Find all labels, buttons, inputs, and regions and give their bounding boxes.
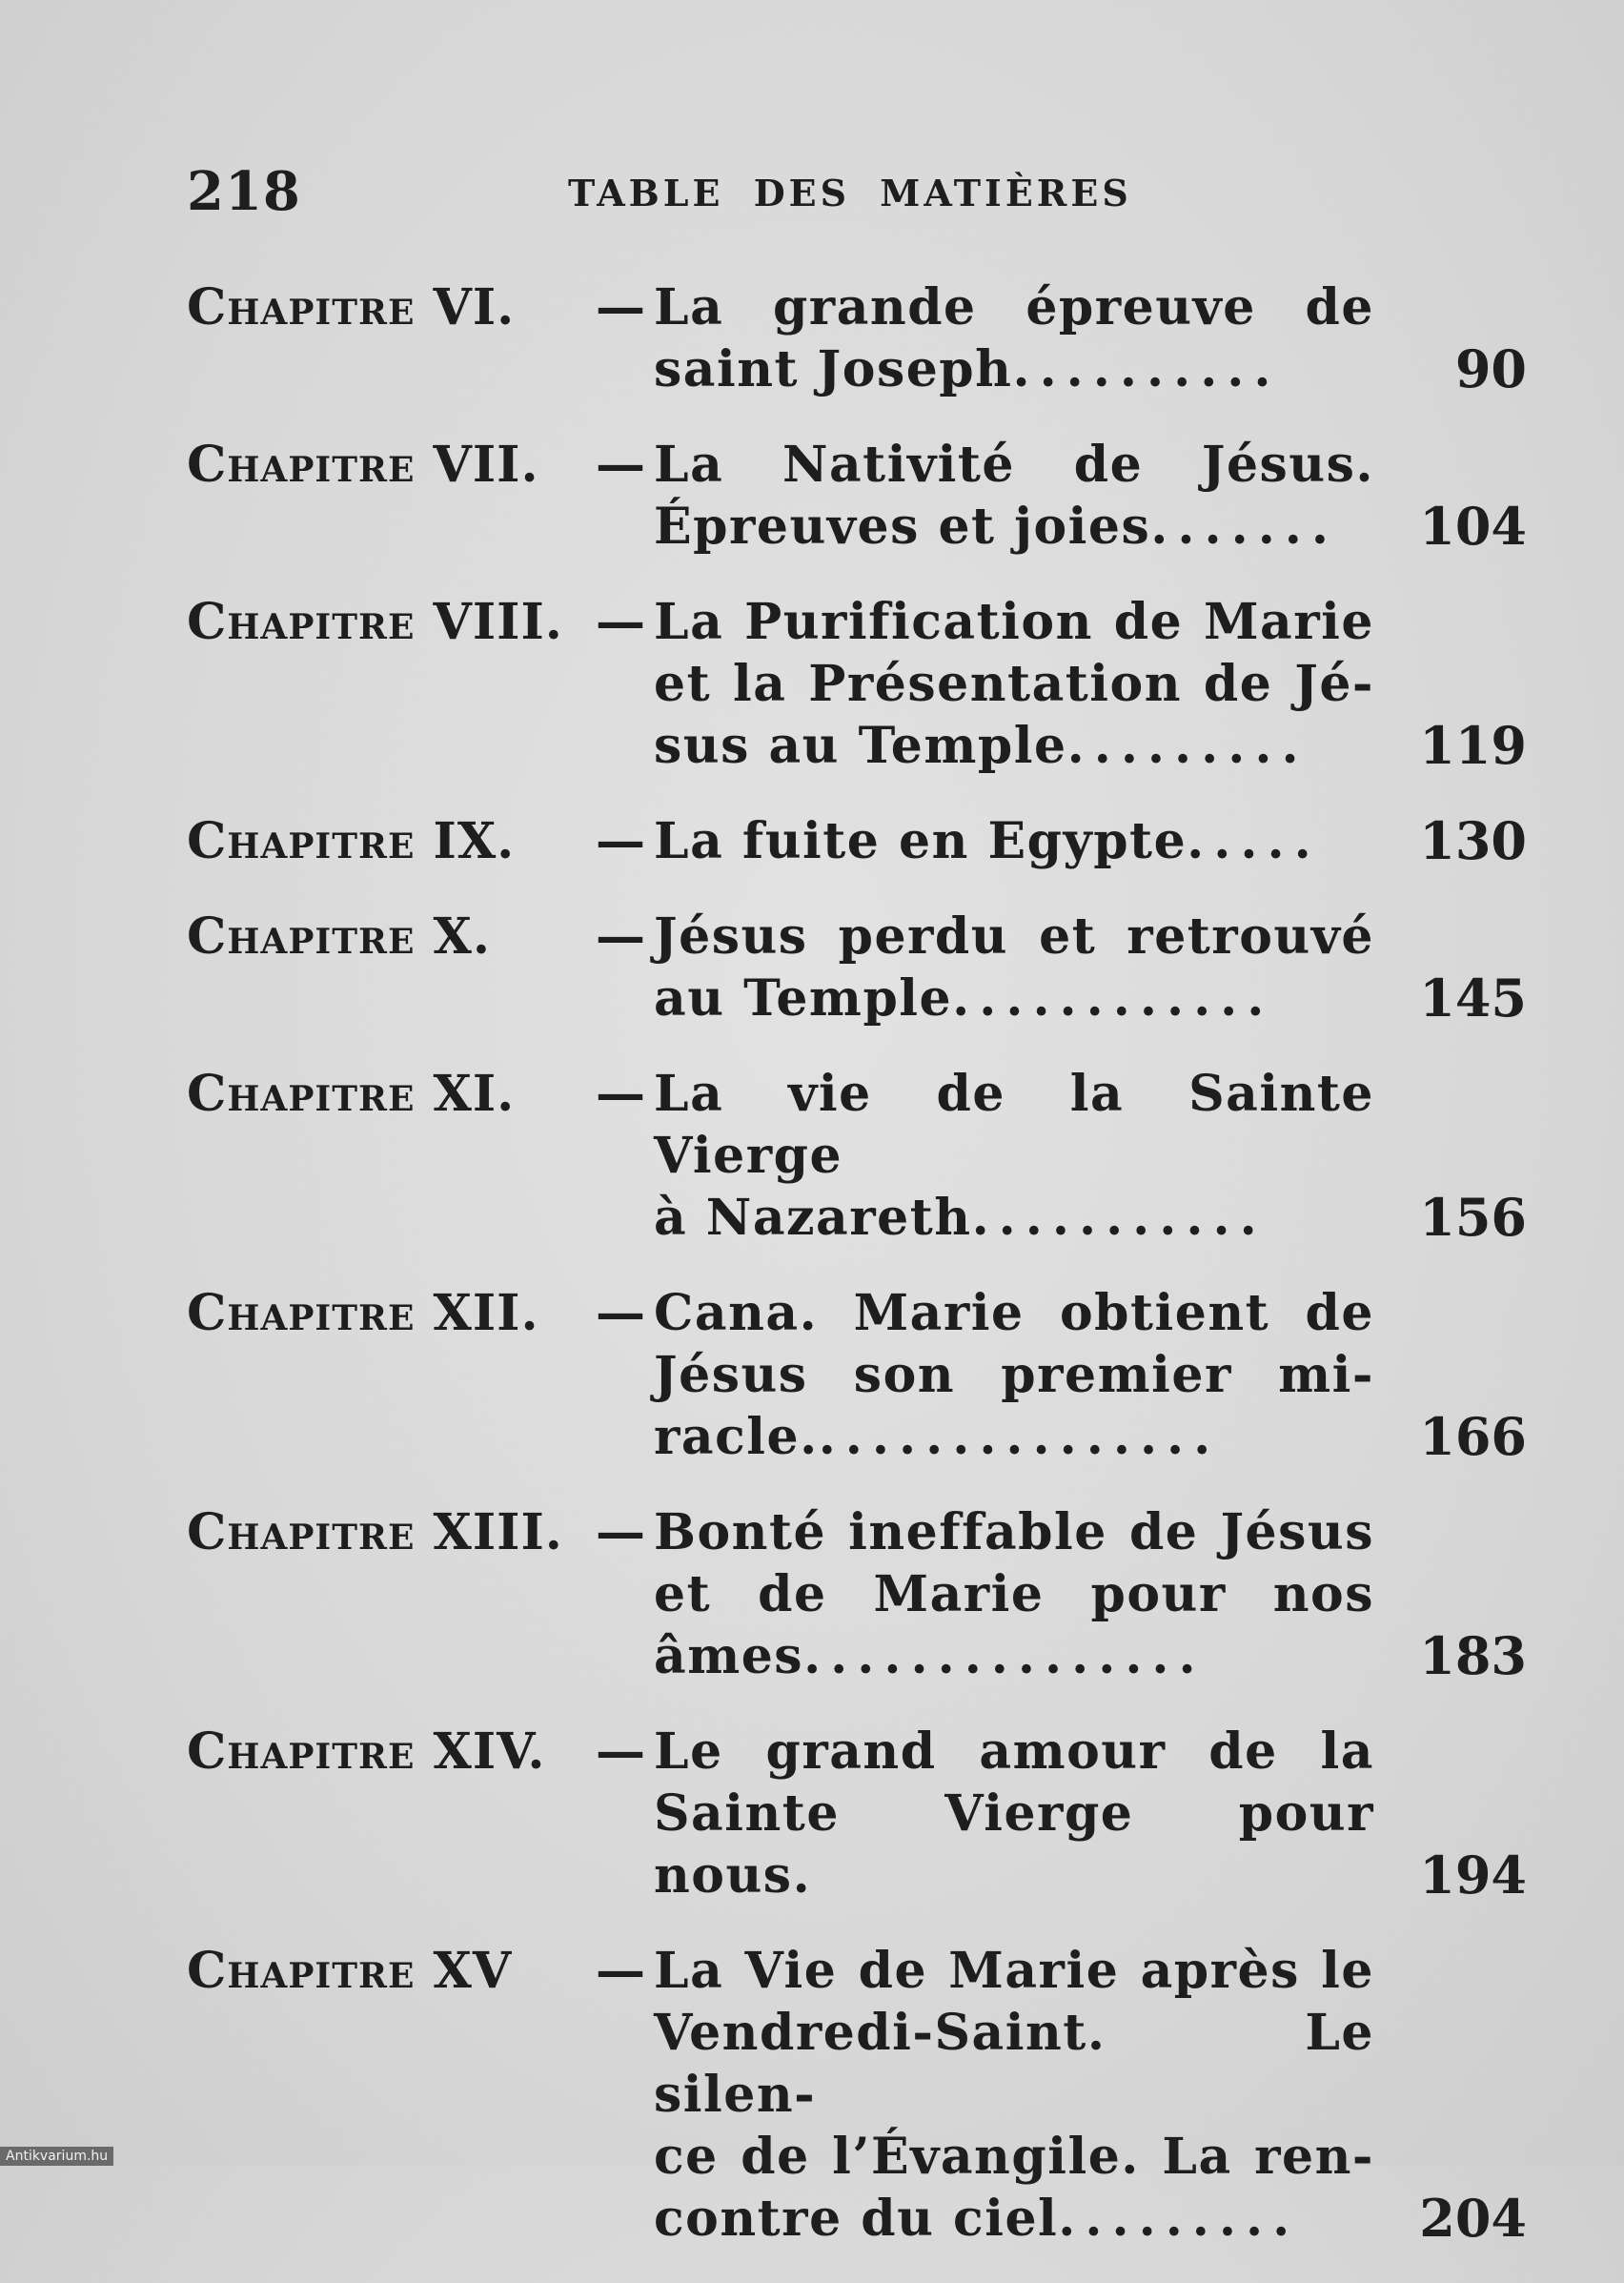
chapter-title-text: Jésus son premier mi-	[654, 1346, 1374, 1404]
leader-dots: ..........	[1012, 340, 1281, 398]
leader-dots: .........	[1066, 717, 1309, 775]
chapter-title-text: La Nativité de Jésus.	[654, 436, 1374, 494]
chapter-title-text: Le grand amour de la	[654, 1722, 1374, 1781]
em-dash: —	[596, 1065, 646, 1123]
chapter-title-line	[654, 715, 1374, 777]
chapter-number: Chapitre XI.	[187, 1065, 516, 1123]
toc-entry	[187, 810, 1540, 872]
chapter-label	[187, 1282, 654, 1344]
chapter-title-text: La Purification de Marie	[654, 593, 1374, 651]
toc-entry	[187, 1063, 1540, 1249]
chapter-title-text: Jésus perdu et retrouvé	[654, 907, 1374, 966]
em-dash: —	[596, 1284, 646, 1342]
page-reference: 145	[1419, 968, 1527, 1029]
chapter-title-line	[654, 1783, 1374, 1906]
chapter-title-line	[654, 1501, 1374, 1563]
page-reference: 90	[1454, 338, 1527, 399]
chapter-label	[187, 906, 654, 968]
chapter-title	[654, 906, 1374, 1029]
chapter-title-text: Cana. Marie obtient de	[654, 1284, 1374, 1342]
chapter-title	[654, 1282, 1374, 1468]
leader-dots: ...............	[803, 1627, 1206, 1685]
em-dash: —	[596, 907, 646, 966]
toc-entry	[187, 1940, 1540, 2250]
leader-dots: .	[792, 1846, 820, 1905]
chapter-label	[187, 810, 654, 872]
chapter-title-line	[654, 1063, 1374, 1187]
page-reference: 104	[1419, 496, 1527, 557]
em-dash: —	[596, 1942, 646, 2000]
chapter-label	[187, 1940, 654, 2002]
chapter-title-line	[654, 338, 1374, 400]
chapter-title-text: racle.	[654, 1408, 819, 1466]
em-dash: —	[596, 812, 646, 870]
chapter-number: Chapitre XIV.	[187, 1722, 546, 1781]
chapter-title-line	[654, 1187, 1374, 1249]
page-reference: 119	[1419, 715, 1527, 776]
chapter-title	[654, 810, 1374, 872]
chapter-title-line	[654, 1563, 1374, 1625]
leader-dots: .......	[1150, 498, 1339, 556]
page-reference: 156	[1419, 1187, 1527, 1248]
chapter-label	[187, 1063, 654, 1125]
watermark: Antikvarium.hu	[0, 2147, 113, 2166]
chapter-title-text: au Temple	[654, 969, 953, 1028]
chapter-number: Chapitre VI.	[187, 278, 516, 336]
chapter-number: Chapitre XII.	[187, 1284, 539, 1342]
chapter-title-text: ce de l’Évangile. La ren-	[654, 2128, 1374, 2186]
chapter-title	[654, 1721, 1374, 1906]
chapter-title-line	[654, 276, 1374, 338]
chapter-title	[654, 1940, 1374, 2250]
chapter-title-text: et la Présentation de Jé-	[654, 655, 1374, 713]
chapter-title-line	[654, 1721, 1374, 1783]
chapter-title-line	[654, 434, 1374, 496]
chapter-label	[187, 434, 654, 496]
em-dash: —	[596, 436, 646, 494]
em-dash: —	[596, 1722, 646, 1781]
chapter-title	[654, 1063, 1374, 1249]
chapter-title-line	[654, 1344, 1374, 1406]
leader-dots: .........	[1058, 2190, 1300, 2248]
chapter-title-line	[654, 496, 1374, 558]
chapter-title-text: âmes	[654, 1627, 804, 1685]
chapter-title-text: à Nazareth	[654, 1189, 972, 1247]
chapter-number: Chapitre XV	[187, 1942, 513, 2000]
em-dash: —	[596, 593, 646, 651]
page-reference: 130	[1419, 810, 1527, 871]
chapter-label	[187, 591, 654, 653]
page-reference: 166	[1419, 1406, 1527, 1467]
chapter-title-text: contre du ciel	[654, 2190, 1059, 2248]
chapter-label	[187, 1721, 654, 1783]
toc-entry	[187, 591, 1540, 777]
running-title: TABLE DES MATIÈRES	[568, 172, 1132, 214]
toc-entry	[187, 906, 1540, 1029]
chapter-number: Chapitre VII.	[187, 436, 539, 494]
chapter-title-line	[654, 1940, 1374, 2002]
chapter-title-text: La grande épreuve de	[654, 278, 1374, 336]
chapter-title	[654, 434, 1374, 558]
chapter-title-text: La Vie de Marie après le	[654, 1942, 1374, 2000]
toc-entry	[187, 1282, 1540, 1468]
em-dash: —	[596, 1503, 646, 1561]
chapter-title-line	[654, 1282, 1374, 1344]
chapter-title-text: sus au Temple	[654, 717, 1067, 775]
chapter-title-line	[654, 1406, 1374, 1468]
leader-dots: .....	[1187, 812, 1321, 870]
chapter-title-line	[654, 968, 1374, 1029]
chapter-title-text: Bonté ineffable de Jésus	[654, 1503, 1374, 1561]
chapter-title-line	[654, 810, 1374, 872]
chapter-number: Chapitre IX.	[187, 812, 516, 870]
chapter-title-text: La vie de la Sainte Vierge	[654, 1065, 1374, 1185]
chapter-label	[187, 1501, 654, 1563]
chapter-title-text: Épreuves et joies	[654, 498, 1151, 556]
chapter-number: Chapitre VIII.	[187, 593, 563, 651]
chapter-title	[654, 591, 1374, 777]
toc-entry	[187, 1501, 1540, 1687]
chapter-title-line	[654, 1625, 1374, 1687]
chapter-number: Chapitre X.	[187, 907, 491, 966]
chapter-title-line	[654, 653, 1374, 715]
chapter-title-text: saint Joseph	[654, 340, 1013, 398]
page-number: 218	[187, 160, 301, 223]
chapter-title-text: Vendredi-Saint. Le silen-	[654, 2004, 1374, 2124]
toc-entry	[187, 1721, 1540, 1906]
chapter-title-line	[654, 2188, 1374, 2250]
chapter-title-text: Sainte Vierge pour nous	[654, 1784, 1374, 1905]
chapter-title-line	[654, 2126, 1374, 2188]
toc-entry	[187, 276, 1540, 400]
chapter-title-line	[654, 2002, 1374, 2126]
chapter-label	[187, 276, 654, 338]
page-reference: 183	[1419, 1625, 1527, 1686]
chapter-title-text: et de Marie pour nos	[654, 1565, 1374, 1623]
leader-dots: ...........	[971, 1189, 1267, 1247]
em-dash: —	[596, 278, 646, 336]
chapter-title	[654, 276, 1374, 400]
chapter-title-line	[654, 591, 1374, 653]
chapter-title-line	[654, 906, 1374, 968]
page-header	[187, 160, 1521, 227]
leader-dots: ............	[952, 969, 1274, 1028]
chapter-title-text: La fuite en Egypte	[654, 812, 1188, 870]
page-reference: 194	[1419, 1845, 1527, 1906]
toc-entry	[187, 434, 1540, 558]
table-of-contents	[187, 276, 1540, 2283]
chapter-number: Chapitre XIII.	[187, 1503, 563, 1561]
leader-dots: ...............	[818, 1408, 1221, 1466]
chapter-title	[654, 1501, 1374, 1687]
page-reference: 204	[1419, 2188, 1527, 2249]
